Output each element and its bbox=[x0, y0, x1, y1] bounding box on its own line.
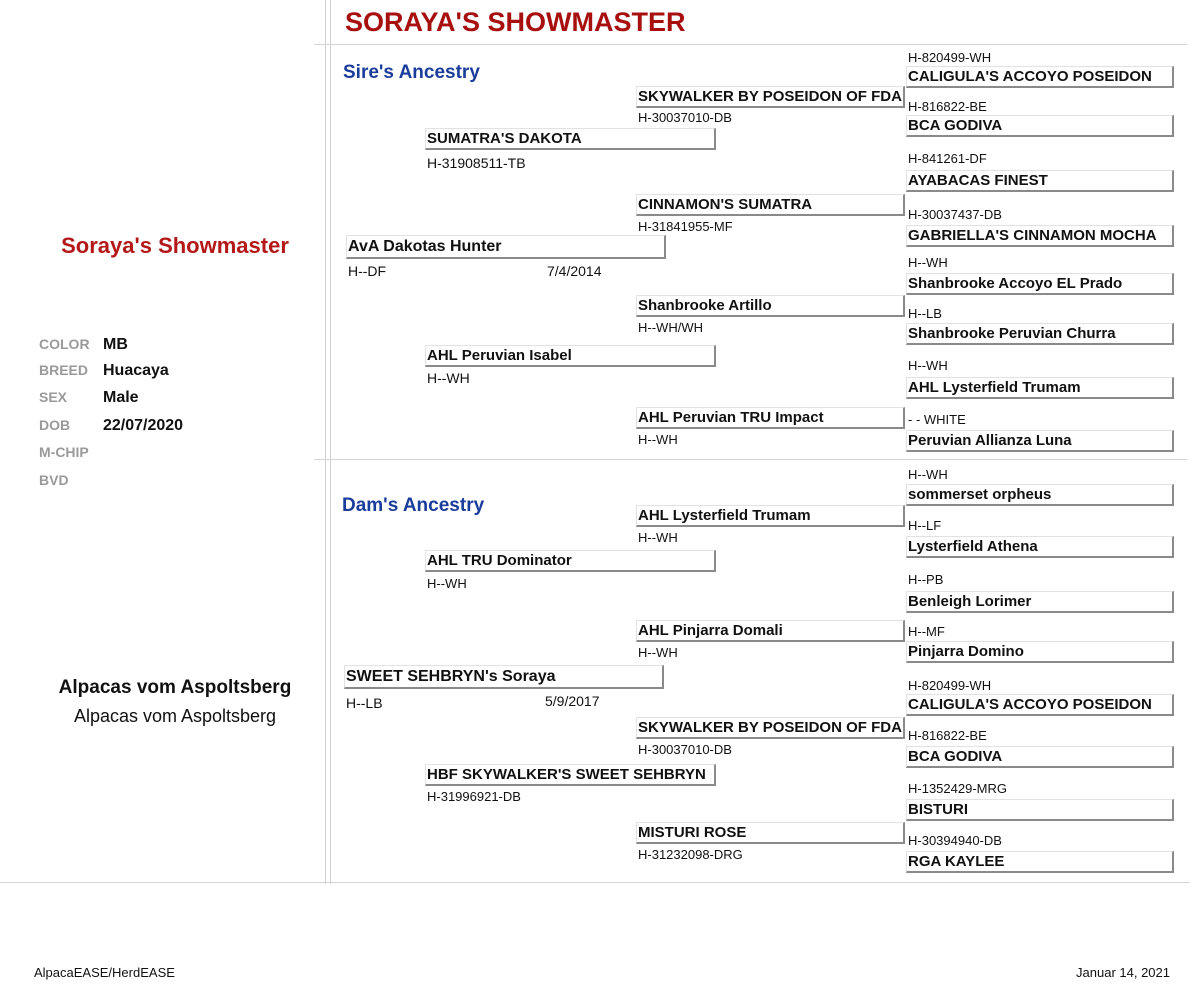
owner-name: Alpacas vom Aspoltsberg bbox=[58, 677, 292, 698]
dam-gggd5-box: CALIGULA'S ACCOYO POSEIDON bbox=[906, 694, 1174, 716]
sex-value: Male bbox=[103, 389, 139, 406]
dam-gggd1-box: sommerset orpheus bbox=[906, 484, 1174, 506]
dam-ggd2-box: AHL Pinjarra Domali bbox=[636, 620, 905, 642]
dam-gggd4-reg: H--MF bbox=[908, 624, 945, 639]
dam-gggd2-reg: H--LF bbox=[908, 518, 942, 533]
sire-name-box: AvA Dakotas Hunter bbox=[346, 235, 666, 259]
breed-value: Huacaya bbox=[103, 362, 169, 379]
sire-gggs3-box: AYABACAS FINEST bbox=[906, 170, 1174, 192]
sire-gggs8-reg: - - WHITE bbox=[908, 412, 966, 427]
sire-gggs4-reg: H-30037437-DB bbox=[908, 207, 1002, 222]
sire-gggs1-reg: H-820499-WH bbox=[908, 50, 992, 65]
dam-dob: 5/9/2017 bbox=[545, 693, 600, 709]
dam-ggd3-reg: H-30037010-DB bbox=[638, 742, 732, 757]
sire-gggs3-reg: H-841261-DF bbox=[908, 151, 987, 166]
sex-label: SEX bbox=[39, 389, 68, 405]
breed-label: BREED bbox=[39, 362, 89, 378]
dam-gd2-box: HBF SKYWALKER'S SWEET SEHBRYN bbox=[425, 764, 716, 786]
owner-farm: Alpacas vom Aspoltsberg bbox=[73, 706, 277, 726]
sire-gggs8-box: Peruvian Allianza Luna bbox=[906, 430, 1174, 452]
sire-ggs3-box: Shanbrooke Artillo bbox=[636, 295, 905, 317]
dam-gggd7-reg: H-1352429-MRG bbox=[908, 781, 1007, 796]
sire-ggs2-box: CINNAMON'S SUMATRA bbox=[636, 194, 905, 216]
dam-reg: H--LB bbox=[346, 695, 383, 711]
divider-vertical-right bbox=[330, 0, 331, 884]
divider-sire-dam bbox=[314, 459, 1187, 460]
sire-ggs4-box: AHL Peruvian TRU Impact bbox=[636, 407, 905, 429]
bvd-label: BVD bbox=[39, 472, 69, 488]
divider-vertical-left bbox=[325, 0, 326, 884]
dam-gd1-reg: H--WH bbox=[427, 576, 467, 591]
sire-section-heading: Sire's Ancestry bbox=[343, 62, 480, 83]
dob-value: 22/07/2020 bbox=[103, 417, 184, 434]
sire-gs1-box: SUMATRA'S DAKOTA bbox=[425, 128, 716, 150]
color-label: COLOR bbox=[39, 336, 90, 352]
sire-gggs2-box: BCA GODIVA bbox=[906, 115, 1174, 137]
dam-gd2-reg: H-31996921-DB bbox=[427, 789, 521, 804]
dam-ggd1-reg: H--WH bbox=[638, 530, 678, 545]
dam-gggd6-box: BCA GODIVA bbox=[906, 746, 1174, 768]
sire-gs2-box: AHL Peruvian Isabel bbox=[425, 345, 716, 367]
dam-ggd4-box: MISTURI ROSE bbox=[636, 822, 905, 844]
sire-gggs2-reg: H-816822-BE bbox=[908, 99, 987, 114]
sire-ggs1-reg: H-30037010-DB bbox=[638, 110, 732, 125]
dam-ggd1-box: AHL Lysterfield Trumam bbox=[636, 505, 905, 527]
footer-software: AlpacaEASE/HerdEASE bbox=[34, 965, 175, 980]
dam-gggd5-reg: H-820499-WH bbox=[908, 678, 992, 693]
dam-gggd3-box: Benleigh Lorimer bbox=[906, 591, 1174, 613]
sire-gggs7-reg: H--WH bbox=[908, 358, 948, 373]
dam-gggd8-reg: H-30394940-DB bbox=[908, 833, 1002, 848]
sire-gggs5-reg: H--WH bbox=[908, 255, 948, 270]
animal-name: Soraya's Showmaster bbox=[61, 233, 289, 258]
sire-gggs5-box: Shanbrooke Accoyo EL Prado bbox=[906, 273, 1174, 295]
dam-gggd3-reg: H--PB bbox=[908, 572, 944, 587]
page-title: SORAYA'S SHOWMASTER bbox=[345, 7, 686, 37]
divider-bottom bbox=[0, 882, 1190, 883]
dam-gggd1-reg: H--WH bbox=[908, 467, 948, 482]
dam-gggd4-box: Pinjarra Domino bbox=[906, 641, 1174, 663]
sire-ggs4-reg: H--WH bbox=[638, 432, 678, 447]
sire-reg: H--DF bbox=[348, 263, 387, 279]
sire-ggs2-reg: H-31841955-MF bbox=[638, 219, 733, 234]
sire-gggs1-box: CALIGULA'S ACCOYO POSEIDON bbox=[906, 66, 1174, 88]
sire-gggs4-box: GABRIELLA'S CINNAMON MOCHA bbox=[906, 225, 1174, 247]
dam-gggd8-box: RGA KAYLEE bbox=[906, 851, 1174, 873]
mchip-label: M-CHIP bbox=[39, 444, 89, 460]
sire-gs1-reg: H-31908511-TB bbox=[427, 155, 526, 171]
sire-gggs6-box: Shanbrooke Peruvian Churra bbox=[906, 323, 1174, 345]
sire-gggs6-reg: H--LB bbox=[908, 306, 942, 321]
sire-ggs3-reg: H--WH/WH bbox=[638, 320, 703, 335]
dam-name-box: SWEET SEHBRYN's Soraya bbox=[344, 665, 664, 689]
sire-gggs7-box: AHL Lysterfield Trumam bbox=[906, 377, 1174, 399]
sire-ggs1-box: SKYWALKER BY POSEIDON OF FDA bbox=[636, 86, 905, 108]
dam-section-heading: Dam's Ancestry bbox=[342, 495, 485, 516]
divider-under-title bbox=[314, 44, 1187, 45]
dam-gd1-box: AHL TRU Dominator bbox=[425, 550, 716, 572]
sire-gs2-reg: H--WH bbox=[427, 370, 470, 386]
dob-label: DOB bbox=[39, 417, 71, 433]
color-value: MB bbox=[103, 336, 128, 353]
footer-date: Januar 14, 2021 bbox=[1076, 965, 1170, 980]
dam-ggd2-reg: H--WH bbox=[638, 645, 678, 660]
sire-dob: 7/4/2014 bbox=[547, 263, 602, 279]
dam-gggd7-box: BISTURI bbox=[906, 799, 1174, 821]
dam-ggd4-reg: H-31232098-DRG bbox=[638, 847, 743, 862]
dam-gggd2-box: Lysterfield Athena bbox=[906, 536, 1174, 558]
dam-gggd6-reg: H-816822-BE bbox=[908, 728, 987, 743]
dam-ggd3-box: SKYWALKER BY POSEIDON OF FDA bbox=[636, 717, 905, 739]
